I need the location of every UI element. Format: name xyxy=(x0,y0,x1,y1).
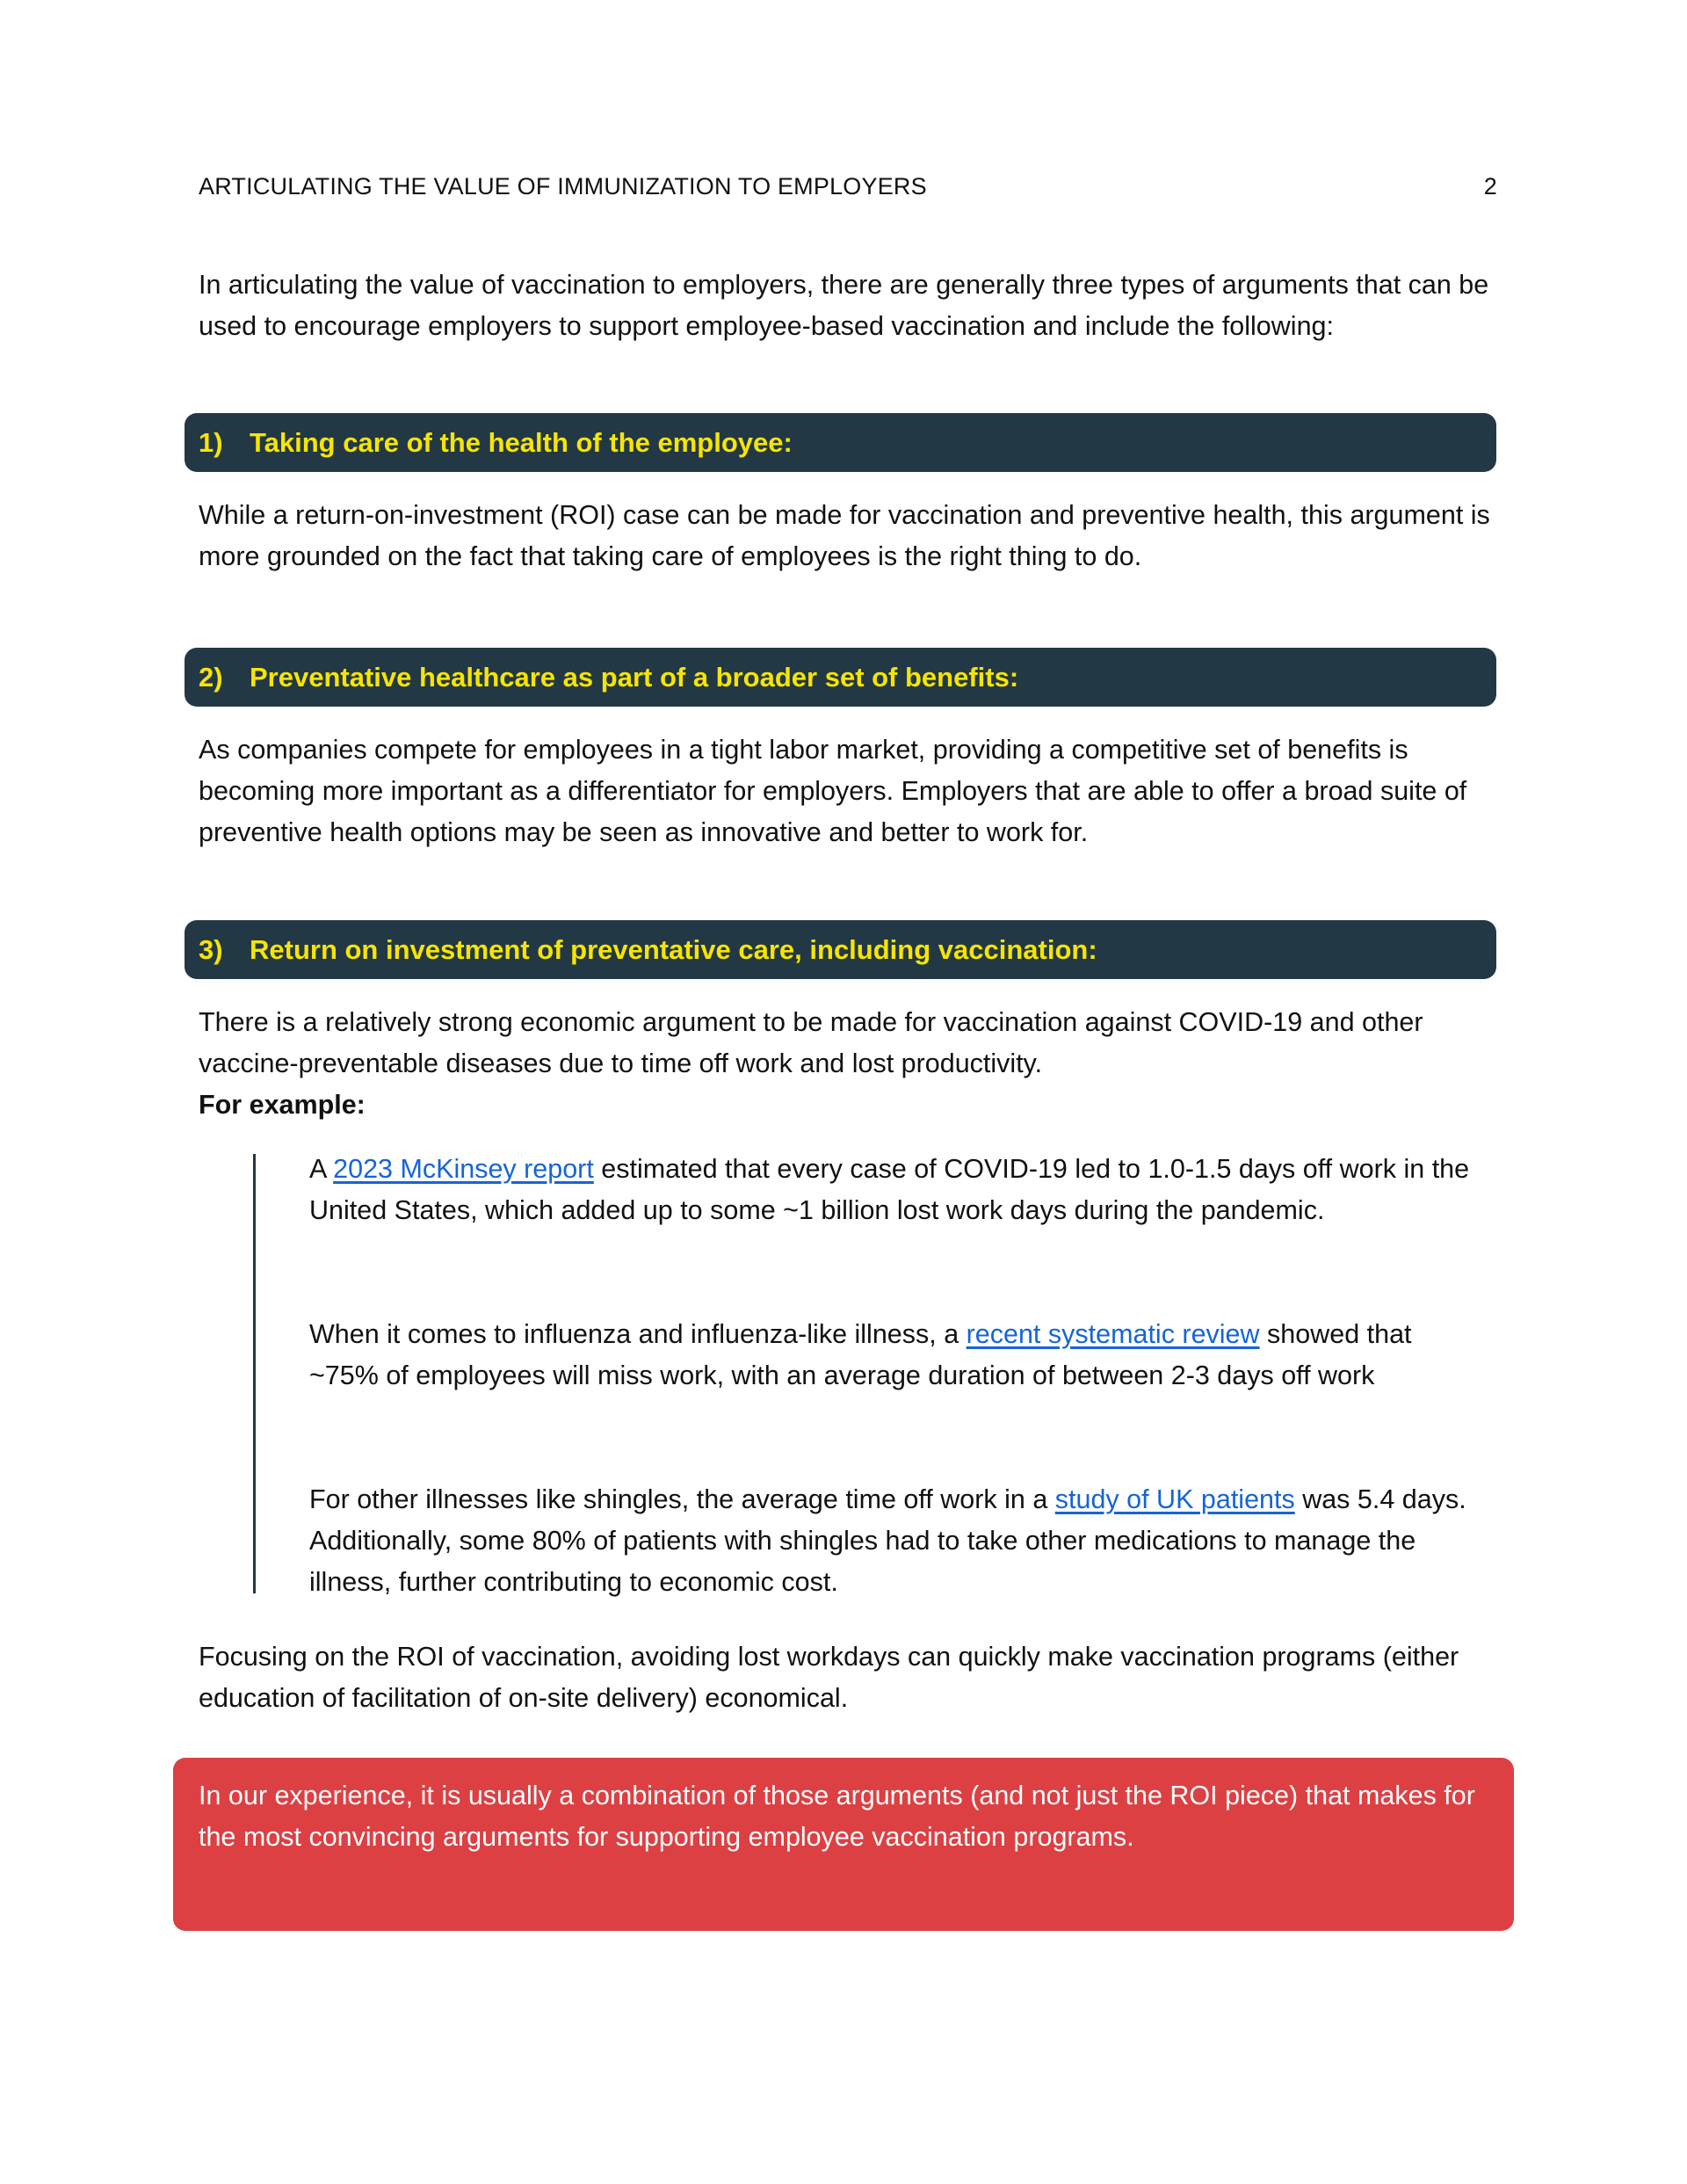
example-text: estimated that every case of COVID-19 led to 1.0-1.5 days off work in the United States, which added up to some ~1 billion lost work days during the pandemic. xyxy=(309,1154,1470,1225)
callout-text: In our experience, it is usually a combination of those arguments (and not just the ROI piece) that makes for the most convincing arguments for supporting employee vaccination programs. xyxy=(199,1781,1475,1852)
running-title: ARTICULATING THE VALUE OF IMMUNIZATION TO EMPLOYERS xyxy=(199,173,927,200)
example-influenza xyxy=(309,1314,1487,1397)
for-example-label: For example: xyxy=(199,1090,366,1120)
intro-paragraph: In articulating the value of vaccination to employers, there are generally three types of arguments that can be used to encourage employers to support employee-based vaccination and include the following: xyxy=(199,270,1489,341)
conclusion-paragraph: Focusing on the ROI of vaccination, avoiding lost workdays can quickly make vaccination programs (either education of facilitation of on-site delivery) economical. xyxy=(199,1642,1459,1713)
section-title: Return on investment of preventative care, including vaccination: xyxy=(250,933,1097,965)
example-text: was 5.4 days. Additionally, some 80% of patients with shingles had to take other medications to manage the illness, further contributing to economic cost. xyxy=(309,1484,1466,1597)
section-number: 3) xyxy=(199,933,223,965)
blockquote-rule xyxy=(253,1154,256,1593)
uk-patients-study-link[interactable]: study of UK patients xyxy=(1054,1484,1295,1514)
section-2-body: As companies compete for employees in a tight labor market, providing a competitive set of benefits is becoming more important as a differentiator for employers. Employers that are able to offer a broad suite of preventive health options may be seen as innovative and better to work for. xyxy=(199,735,1467,847)
page-number: 2 xyxy=(1483,173,1497,200)
example-shingles xyxy=(309,1479,1487,1603)
section-heading-3 xyxy=(185,920,1496,979)
example-text: When it comes to influenza and influenza-like illness, a xyxy=(309,1319,967,1349)
page-header xyxy=(199,173,1497,200)
section-number: 1) xyxy=(199,426,223,458)
mckinsey-report-link[interactable]: 2023 McKinsey report xyxy=(333,1154,594,1184)
section-1-body: While a return-on-investment (ROI) case can be made for vaccination and preventive health, this argument is more grounded on the fact that taking care of employees is the right thing to do. xyxy=(199,500,1490,571)
systematic-review-link[interactable]: recent systematic review xyxy=(966,1319,1260,1349)
section-heading-1 xyxy=(185,413,1496,472)
section-title: Preventative healthcare as part of a broader set of benefits: xyxy=(250,661,1019,693)
example-text: For other illnesses like shingles, the average time off work in a xyxy=(309,1484,1055,1514)
section-3-body xyxy=(199,1002,1499,1126)
example-text: showed that ~75% of employees will miss work, with an average duration of between 2-3 days off work xyxy=(309,1319,1412,1390)
section-heading-2 xyxy=(185,648,1496,707)
section-3-body-text: There is a relatively strong economic argument to be made for vaccination against COVID-19 and other vaccine-preventable diseases due to time off work and lost productivity. xyxy=(199,1007,1423,1078)
example-mckinsey xyxy=(309,1149,1487,1231)
section-number: 2) xyxy=(199,661,223,693)
example-text: A xyxy=(309,1154,334,1184)
section-title: Taking care of the health of the employee: xyxy=(250,426,793,458)
callout-box xyxy=(173,1758,1514,1931)
